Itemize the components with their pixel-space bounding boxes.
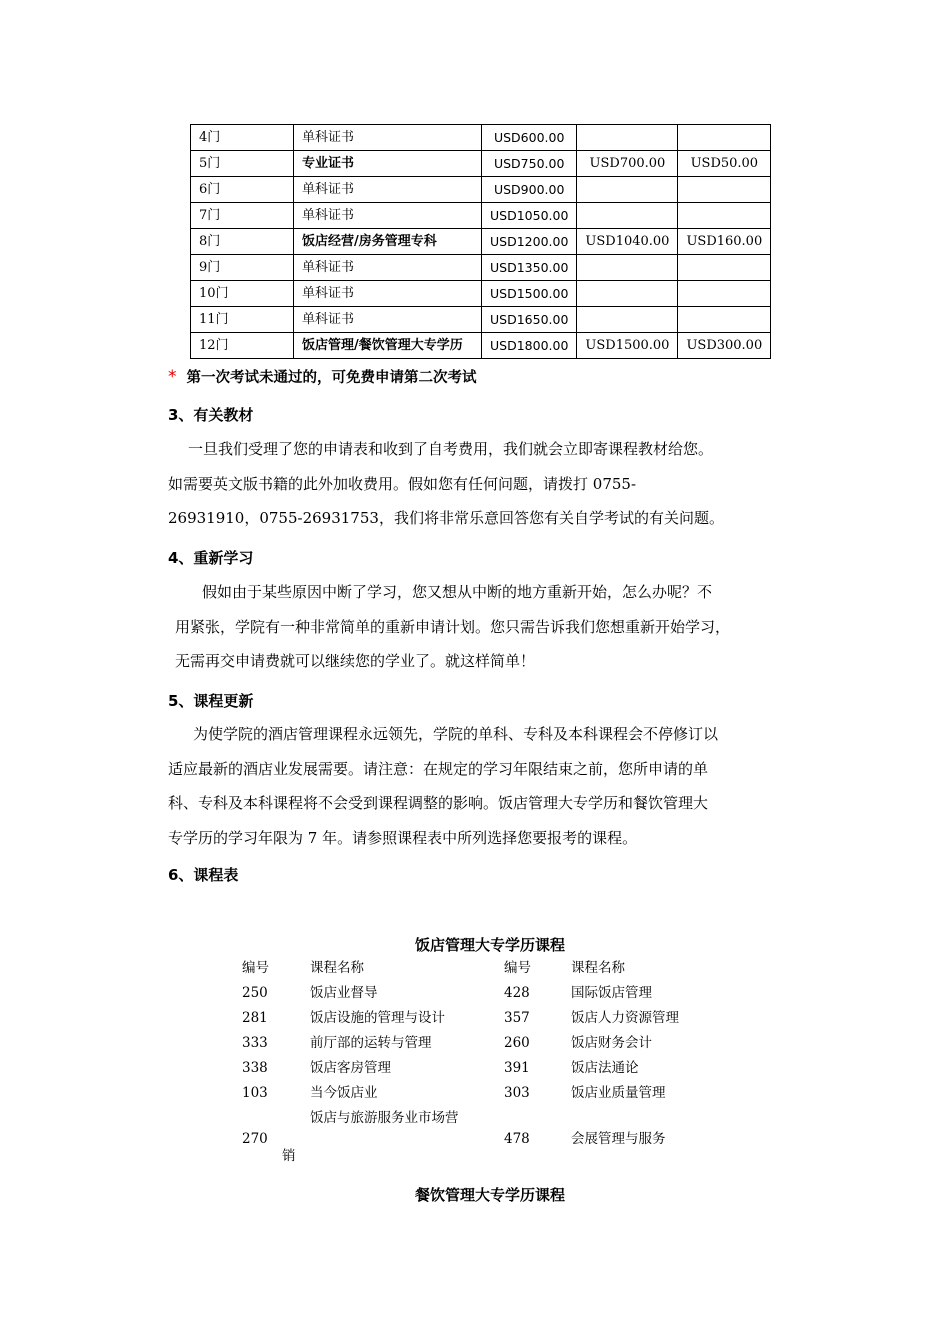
fee-saving — [678, 203, 771, 229]
fee-row — [191, 203, 771, 229]
certificate-type: 单科证书 — [294, 203, 482, 229]
catering-course-title: 餐饮管理大专学历课程 — [414, 1186, 565, 1204]
discounted-fee — [577, 125, 678, 151]
course-name: 当今饭店业 — [310, 1085, 378, 1101]
header-course-name: 课程名称 — [571, 960, 625, 976]
paragraph-line: 科、专科及本科课程将不会受到课程调整的影响。饭店管理大专学历和餐饮管理大 — [168, 794, 709, 812]
course-name-wrap: 销 — [282, 1148, 296, 1164]
fee-row — [191, 177, 771, 203]
course-count: 11门 — [191, 307, 294, 333]
paragraph-line: 适应最新的酒店业发展需要。请注意：在规定的学习年限结束之前，您所申请的单 — [168, 759, 709, 778]
fee-saving — [678, 125, 771, 151]
course-code: 270 — [242, 1131, 268, 1147]
fee-row — [191, 281, 771, 307]
fee-saving: USD300.00 — [678, 333, 771, 359]
course-code: 281 — [242, 1010, 268, 1026]
exam-note — [168, 366, 477, 387]
course-count: 10门 — [191, 281, 294, 307]
course-count: 12门 — [191, 333, 294, 359]
course-name: 饭店业督导 — [310, 985, 378, 1001]
standard-fee: USD1800.00 — [482, 333, 577, 359]
note-text: 第一次考试未通过的，可免费申请第二次考试 — [186, 370, 477, 386]
discounted-fee — [577, 281, 678, 307]
fee-row — [191, 333, 771, 359]
course-name: 饭店客房管理 — [310, 1060, 391, 1076]
course-name: 会展管理与服务 — [571, 1131, 666, 1147]
fee-saving — [678, 255, 771, 281]
course-count: 9门 — [191, 255, 294, 281]
section-heading-restudy: 4、重新学习 — [168, 549, 254, 567]
standard-fee: USD1200.00 — [482, 229, 577, 255]
course-count: 7门 — [191, 203, 294, 229]
course-name: 饭店法通论 — [571, 1060, 639, 1076]
course-code: 338 — [242, 1060, 268, 1076]
paragraph-line: 如需要英文版书籍的此外加收费用。假如您有任何问题，请拨打 0755- — [168, 474, 637, 493]
course-code: 303 — [504, 1085, 530, 1101]
textbooks-paragraph — [168, 432, 724, 536]
certificate-type: 单科证书 — [294, 307, 482, 333]
certificate-type: 单科证书 — [294, 255, 482, 281]
course-update-paragraph — [168, 717, 719, 855]
star-icon: * — [168, 367, 177, 387]
certificate-type: 饭店管理/餐饮管理大专学历 — [294, 333, 482, 359]
course-name: 饭店人力资源管理 — [571, 1010, 679, 1026]
certificate-type: 单科证书 — [294, 125, 482, 151]
section-heading-textbooks: 3、有关教材 — [168, 406, 254, 424]
paragraph-line: 用紧张，学院有一种非常简单的重新申请计划。您只需告诉我们您想重新开始学习， — [175, 617, 731, 636]
standard-fee: USD750.00 — [482, 151, 577, 177]
fee-saving — [678, 281, 771, 307]
hotel-course-title: 饭店管理大专学历课程 — [414, 936, 565, 954]
discounted-fee: USD700.00 — [577, 151, 678, 177]
fee-saving: USD160.00 — [678, 229, 771, 255]
header-course-name: 课程名称 — [310, 960, 364, 976]
header-code: 编号 — [504, 960, 531, 976]
paragraph-line: 26931910，0755-26931753，我们将非常乐意回答您有关自学考试的有关问题。 — [168, 509, 724, 527]
course-name: 前厅部的运转与管理 — [310, 1035, 432, 1051]
fee-row — [191, 229, 771, 255]
course-name: 国际饭店管理 — [571, 985, 652, 1001]
standard-fee: USD1350.00 — [482, 255, 577, 281]
paragraph-line: 假如由于某些原因中断了学习，您又想从中断的地方重新开始，怎么办呢？不 — [202, 583, 713, 601]
discounted-fee — [577, 203, 678, 229]
course-name: 饭店与旅游服务业市场营 — [310, 1110, 459, 1126]
certificate-type: 饭店经营/房务管理专科 — [294, 229, 482, 255]
fee-row — [191, 151, 771, 177]
standard-fee: USD1650.00 — [482, 307, 577, 333]
course-code: 357 — [504, 1010, 530, 1026]
discounted-fee — [577, 177, 678, 203]
course-code: 428 — [504, 985, 530, 1001]
course-code: 260 — [504, 1035, 530, 1051]
course-count: 8门 — [191, 229, 294, 255]
fee-row — [191, 255, 771, 281]
section-heading-course-update: 5、课程更新 — [168, 692, 254, 710]
course-code: 478 — [504, 1131, 530, 1147]
header-code: 编号 — [242, 960, 269, 976]
course-code: 250 — [242, 985, 268, 1001]
paragraph-line: 无需再交申请费就可以继续您的学业了。就这样简单！ — [175, 652, 536, 670]
certificate-type: 专业证书 — [294, 151, 482, 177]
section-heading-course-list: 6、课程表 — [168, 866, 239, 884]
paragraph-line: 为使学院的酒店管理课程永远领先，学院的单科、专科及本科课程会不停修订以 — [193, 725, 719, 743]
fee-saving: USD50.00 — [678, 151, 771, 177]
standard-fee: USD900.00 — [482, 177, 577, 203]
course-count: 4门 — [191, 125, 294, 151]
certificate-type: 单科证书 — [294, 177, 482, 203]
paragraph-line: 一旦我们受理了您的申请表和收到了自考费用，我们就会立即寄课程教材给您。 — [188, 440, 714, 458]
course-name: 饭店设施的管理与设计 — [310, 1010, 445, 1026]
discounted-fee — [577, 307, 678, 333]
course-code: 391 — [504, 1060, 530, 1076]
certificate-type: 单科证书 — [294, 281, 482, 307]
course-name: 饭店业质量管理 — [571, 1085, 666, 1101]
standard-fee: USD1050.00 — [482, 203, 577, 229]
fee-saving — [678, 177, 771, 203]
discounted-fee: USD1500.00 — [577, 333, 678, 359]
discounted-fee: USD1040.00 — [577, 229, 678, 255]
course-count: 6门 — [191, 177, 294, 203]
fee-row — [191, 125, 771, 151]
fee-saving — [678, 307, 771, 333]
discounted-fee — [577, 255, 678, 281]
standard-fee: USD600.00 — [482, 125, 577, 151]
fee-table — [190, 124, 771, 359]
paragraph-line: 专学历的学习年限为 7 年。请参照课程表中所列选择您要报考的课程。 — [168, 828, 638, 847]
course-code: 103 — [242, 1085, 268, 1101]
course-count: 5门 — [191, 151, 294, 177]
course-code: 333 — [242, 1035, 268, 1051]
restudy-paragraph — [175, 575, 731, 679]
standard-fee: USD1500.00 — [482, 281, 577, 307]
fee-row — [191, 307, 771, 333]
course-name: 饭店财务会计 — [571, 1035, 652, 1051]
